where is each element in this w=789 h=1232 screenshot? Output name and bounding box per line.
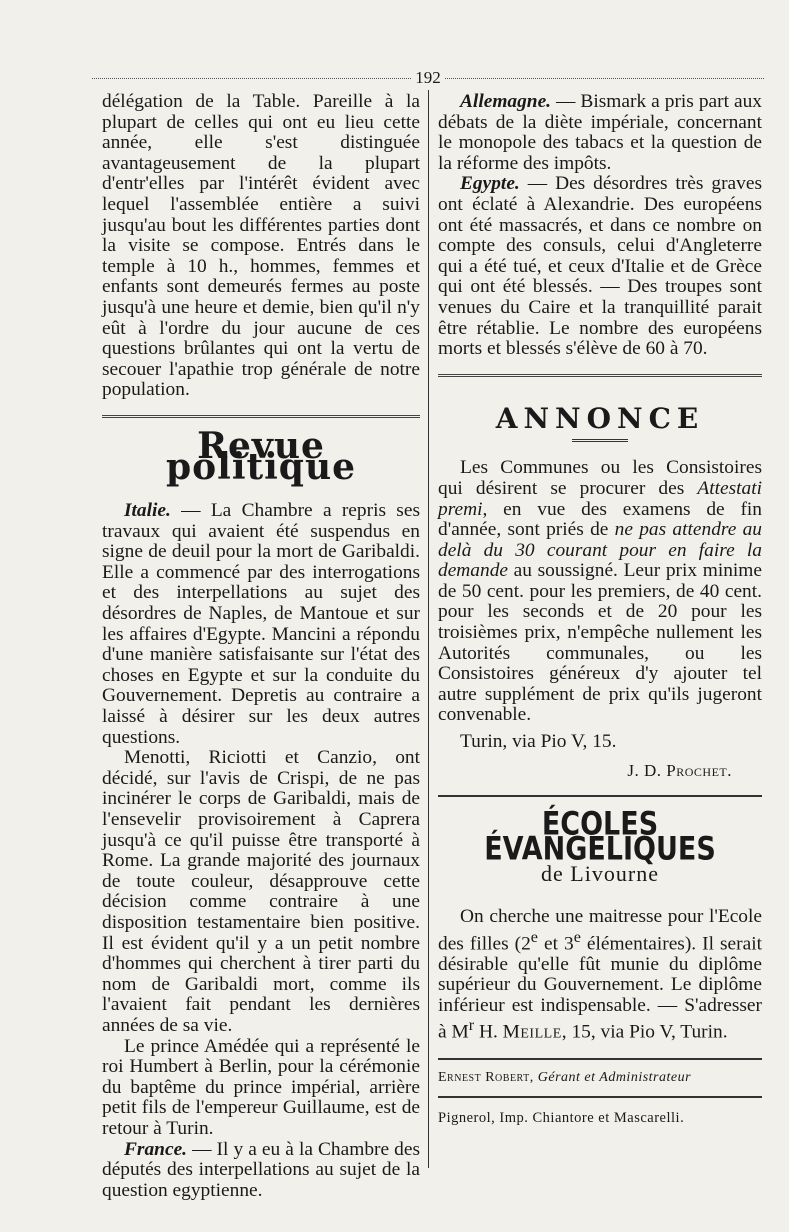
annonce-text-1: Les Communes ou les Consistoires qui désirent se procurer des bbox=[438, 457, 762, 499]
ecoles-text-3: élémentaires). Il serait désirable qu'elle fût munie du diplôme supérieur du Gouvernement. Le diplôme inférieur est indispensable. — S'adresser à M bbox=[438, 933, 763, 1043]
annonce-signature: J. D. Prochet. bbox=[627, 760, 732, 780]
right-column bbox=[438, 92, 762, 1129]
ecoles-title: ÉCOLES ÉVANGÉLIQUES bbox=[484, 805, 716, 868]
ecoles-subtitle: de Livourne bbox=[541, 861, 659, 887]
annonce-text-3: au soussigné. Leur prix minime de 50 cent. pour les premiers, de 40 cent. pour les seconds et de 20 pour les troisièmes prix, n'empêche nullement les Autorités communales, ou les Consistoires généreux d'y ajouter tel autre supplément de prix qu'ils jugeront convenable. bbox=[438, 560, 762, 726]
ecoles-sup-3: r bbox=[468, 1017, 475, 1035]
header-rule-left bbox=[92, 78, 411, 79]
menotti-paragraph: Menotti, Riciotti et Canzio, ont décidé, sur l'avis de Crispi, de ne pas incinérer le corps de Garibaldi, mais de l'ensevelir provisoirement à Caprera jusqu'à ce qu'il puisse être transporté à Rome. La grande majorité des journaux de toute couleur, désapprouve cette décision comme contraire à une disposition testamentaire bien positive. Il est évident qu'il y a un petit nombre d'hommes qui cherchent à tirer parti du nom de Garibaldi mort, comme ils l'avaient fait pendant les dernières années de sa vie. bbox=[102, 747, 420, 1036]
annonce-text-2: , en vue des examens de fin d'année, sont priés de bbox=[438, 498, 762, 541]
annonce-rule bbox=[572, 439, 628, 442]
annonce-title: ANNONCE bbox=[495, 401, 705, 435]
ecoles-text-2: et 3 bbox=[537, 933, 574, 955]
footer-rule bbox=[438, 1058, 762, 1060]
ecoles-body bbox=[438, 907, 762, 1044]
section-separator bbox=[102, 415, 420, 418]
allemagne-text: — Bismark a pris part aux débats de la diète impériale, concernant le monopole des tabacs et la question de la réforme des impôts. bbox=[438, 91, 762, 174]
italie-paragraph bbox=[102, 501, 420, 748]
annonce-emph-2: ne pas attendre au delà du 30 courant pour en faire la demande bbox=[438, 519, 762, 582]
page-header bbox=[92, 66, 764, 90]
allemagne-paragraph bbox=[438, 92, 762, 174]
left-column bbox=[102, 92, 420, 1201]
annonce-end-rule bbox=[438, 795, 762, 797]
annonce-body bbox=[438, 458, 762, 726]
egypte-text: — Des désordres très graves ont éclaté à Alexandrie. Des européens ont été massacrés, et dans ce nombre on compte des consuls, celui d'Angleterre qui a été tué, et ceux d'Italie et de Grèce qui ont été blessés. — Des troupes sont venues du Caire et la tranquillité parait être rétablie. Le nombre des européens morts et blessés s'élève de 60 à 70. bbox=[438, 173, 762, 360]
page-number: 192 bbox=[415, 68, 441, 87]
egypte-paragraph bbox=[438, 174, 762, 359]
ecoles-contact-name: Meille bbox=[502, 1021, 562, 1043]
ecoles-text-5: , 15, via Pio V, Turin. bbox=[561, 1021, 728, 1043]
egypte-heading: Egypte. bbox=[460, 173, 520, 195]
printer-line: Pignerol, Imp. Chiantore et Mascarelli. bbox=[438, 1110, 685, 1127]
intro-paragraph: délégation de la Table. Pareille à la plupart de celles qui ont eu lieu cette année, elle s'est distinguée avantageusement de la plupart d'entr'elles par l'intérêt évident avec lequel l'assemblée entière a suivi jusqu'au bout les différentes parties dont la visite se compose. Entrés dans le temple à 10 h., hommes, femmes et enfants sont demeurés fermes au poste jusqu'à une heure et demie, bien qu'il n'y eût à l'ordre du jour aucune de ces questions brûlantes qui ont la vertu de secouer l'apathie trop générale de notre population. bbox=[102, 91, 420, 401]
annonce-place: Turin, via Pio V, 15. bbox=[460, 731, 617, 753]
footer-rule-2 bbox=[438, 1096, 762, 1098]
ecoles-text-1: On cherche une maitresse pour l'Ecole des filles (2 bbox=[438, 906, 762, 955]
annonce-emph-1: Attestati premi bbox=[438, 477, 762, 520]
manager-name: Ernest Robert bbox=[438, 1069, 530, 1085]
france-text: — Il y a eu à la Chambre des députés des interpellations au sujet de la question egyptienne. bbox=[102, 1138, 420, 1201]
column-divider bbox=[428, 90, 429, 1168]
france-heading: France. bbox=[124, 1138, 188, 1160]
ecoles-sup-2: e bbox=[573, 928, 581, 946]
ecoles-sup-1: e bbox=[530, 928, 538, 946]
manager-role: Gérant et Administrateur bbox=[537, 1069, 692, 1085]
section-separator-right bbox=[438, 374, 762, 377]
france-paragraph bbox=[102, 1140, 420, 1202]
ecoles-text-4: H. bbox=[474, 1021, 503, 1043]
manager-line: Ernest Robert, Gérant et Administrateur bbox=[438, 1069, 692, 1085]
header-rule-right bbox=[445, 78, 764, 79]
section-title: Revue politique bbox=[165, 424, 357, 488]
italie-text: — La Chambre a repris ses travaux qui avaient été suspendus en signe de deuil pour la mort de Garibaldi. Elle a commencé par des interrogations et des interpellations au sujet des désordres de Naples, de Mantoue et sur les affaires d'Egypte. Mancini a répondu d'une manière satisfaisante sur l'état des choses en Egypte et sur la conduite du Gouvernement. Depretis au contraire a laissé à désirer sur les deux autres questions. bbox=[102, 500, 420, 748]
allemagne-heading: Allemagne. bbox=[460, 91, 552, 112]
italie-heading: Italie. bbox=[124, 500, 171, 522]
amedee-paragraph: Le prince Amédée qui a représenté le roi Humbert à Berlin, pour la cérémonie du baptême du prince impérial, arrière petit fils de l'empereur Guillaume, est de retour à Turin. bbox=[102, 1035, 420, 1139]
